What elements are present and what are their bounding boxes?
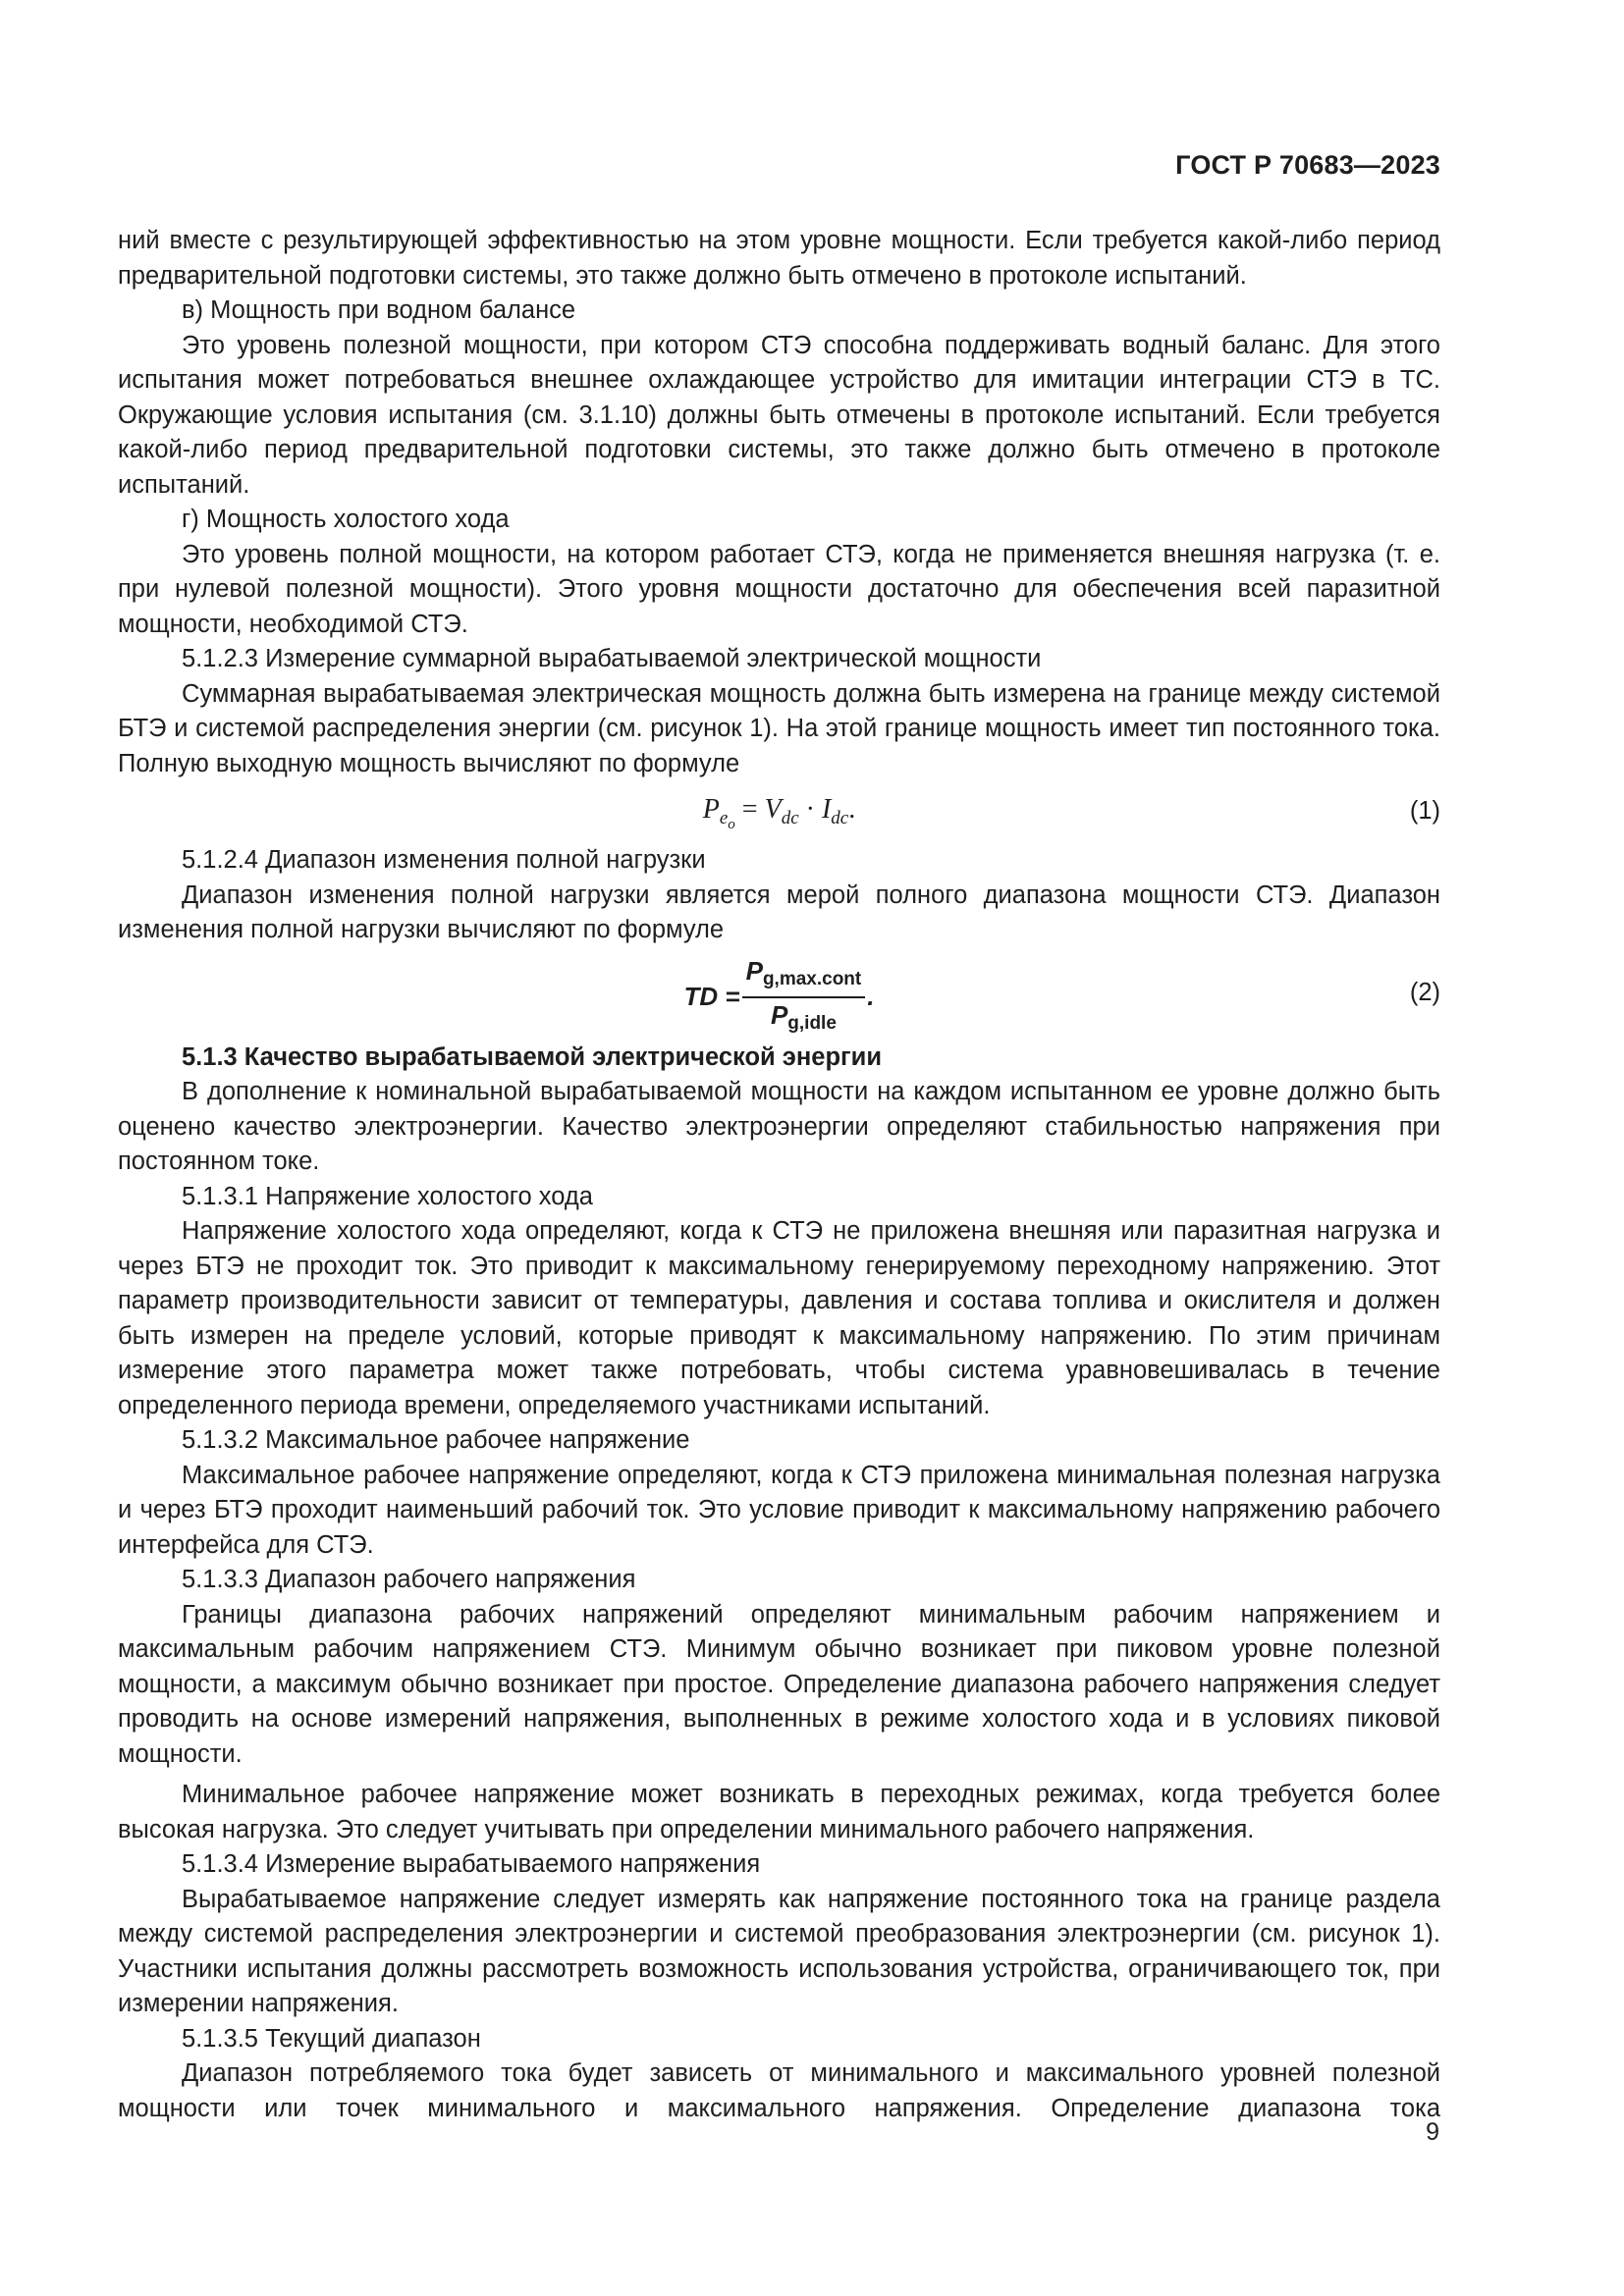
section-heading: 5.1.3.5 Текущий диапазон bbox=[182, 2024, 481, 2053]
paragraph: Вырабатываемое напряжение следует измерять как напряжение постоянного тока на границе раздела между системой распределения электроэнергии и системой преобразования электроэнергии (см. рисунок 1). Участники испытания должны рассмотреть возможность использования устройства, ограничивающего ток, при измерении напряжения. bbox=[118, 1885, 1440, 2017]
list-item-heading: в) Мощность при водном балансе bbox=[182, 296, 576, 324]
paragraph: Суммарная вырабатываемая электрическая мощность должна быть измерена на границе между системой БТЭ и системой распределения энергии (см. рисунок 1). На этой границе мощность имеет тип постоянного тока. Полную выходную мощность вычисляют по формуле bbox=[118, 679, 1440, 777]
paragraph: Это уровень полной мощности, на котором работает СТЭ, когда не применяется внешняя нагрузка (т. е. при нулевой полезной мощности). Этого уровня мощности достаточно для обеспечения всей паразитной мощности, необходимой СТЭ. bbox=[118, 540, 1440, 638]
page-body bbox=[118, 224, 1440, 2126]
paragraph: Это уровень полезной мощности, при котором СТЭ способна поддерживать водный баланс. Для этого испытания может потребоваться внешнее охлаждающее устройство для имитации интеграции СТЭ в ТС. Окружающие условия испытания (см. 3.1.10) должны быть отмечены в протоколе испытаний. Если требуется какой-либо период предварительной подготовки системы, это также должно быть отмечено в протоколе испытаний. bbox=[118, 331, 1440, 499]
paragraph: Максимальное рабочее напряжение определяют, когда к СТЭ приложена минимальная полезная нагрузка и через БТЭ проходит наименьший рабочий ток. Это условие приводит к максимальному напряжению рабочего интерфейса для СТЭ. bbox=[118, 1461, 1440, 1559]
paragraph: Диапазон изменения полной нагрузки является мерой полного диапазона мощности СТЭ. Диапазон изменения полной нагрузки вычисляют по формуле bbox=[118, 881, 1440, 943]
paragraph: Минимальное рабочее напряжение может возникать в переходных режимах, когда требуется более высокая нагрузка. Это следует учитывать при определении минимального рабочего напряжения. bbox=[118, 1781, 1440, 1843]
formula-2-expression: TD = $\frac{\text{Pg,max.cont}}{\text{Pg,idle}}$ . bbox=[683, 955, 875, 1034]
formula-1 bbox=[118, 784, 1440, 839]
paragraph: Границы диапазона рабочих напряжений определяют минимальным рабочим напряжением и максимальным рабочим напряжением СТЭ. Минимум обычно возникает при пиковом уровне полезной мощности, а максимум обычно возникает при простое. Определение диапазона рабочего напряжения следует проводить на основе измерений напряжения, выполненных в режиме холостого хода и в условиях пиковой мощности. bbox=[118, 1600, 1440, 1768]
section-heading: 5.1.2.3 Измерение суммарной вырабатываемой электрической мощности bbox=[182, 645, 1042, 672]
formula-1-expression: $P_{e_o} = V_{dc} \cdot I_{dc}$. bbox=[702, 794, 856, 832]
list-item-heading: г) Мощность холостого хода bbox=[182, 506, 510, 533]
page-number: 9 bbox=[1426, 2118, 1439, 2146]
paragraph: ний вместе с результирующей эффективностью на этом уровне мощности. Если требуется какой-либо период предварительной подготовки системы, это также должно быть отмечено в протоколе испытаний. bbox=[118, 227, 1440, 290]
section-heading: 5.1.3.4 Измерение вырабатываемого напряжения bbox=[182, 1850, 761, 1878]
section-heading-bold: 5.1.3 Качество вырабатываемой электрической энергии bbox=[182, 1042, 882, 1071]
formula-1-number: (1) bbox=[1409, 797, 1440, 825]
section-heading: 5.1.3.2 Максимальное рабочее напряжение bbox=[182, 1426, 690, 1454]
section-heading: 5.1.3.1 Напряжение холостого хода bbox=[182, 1182, 593, 1210]
formula-2 bbox=[118, 954, 1440, 1033]
standard-header: ГОСТ Р 70683—2023 bbox=[1175, 150, 1440, 180]
paragraph: Напряжение холостого хода определяют, когда к СТЭ не приложена внешняя или паразитная нагрузка и через БТЭ не проходит ток. Это приводит к максимальному генерируемому переходному напряжению. Этот параметр производительности зависит от температуры, давления и состава топлива и окислителя и должен быть измерен на пределе условий, которые приводят к максимальному напряжению. По этим причинам измерение этого параметра может также потребовать, чтобы система уравновешивалась в течение определенного периода времени, определяемого участниками испытаний. bbox=[118, 1217, 1440, 1419]
section-heading: 5.1.2.4 Диапазон изменения полной нагрузки bbox=[182, 846, 706, 874]
formula-2-number: (2) bbox=[1409, 978, 1440, 1006]
paragraph: В дополнение к номинальной вырабатываемой мощности на каждом испытанном ее уровне должно быть оценено качество электроэнергии. Качество электроэнергии определяют стабильностью напряжения при постоянном токе. bbox=[118, 1078, 1440, 1175]
section-heading: 5.1.3.3 Диапазон рабочего напряжения bbox=[182, 1566, 636, 1593]
paragraph: Диапазон потребляемого тока будет зависеть от минимального и максимального уровней полезной мощности или точек минимального и максимального напряжения. Определение диапазона тока bbox=[118, 2059, 1440, 2122]
